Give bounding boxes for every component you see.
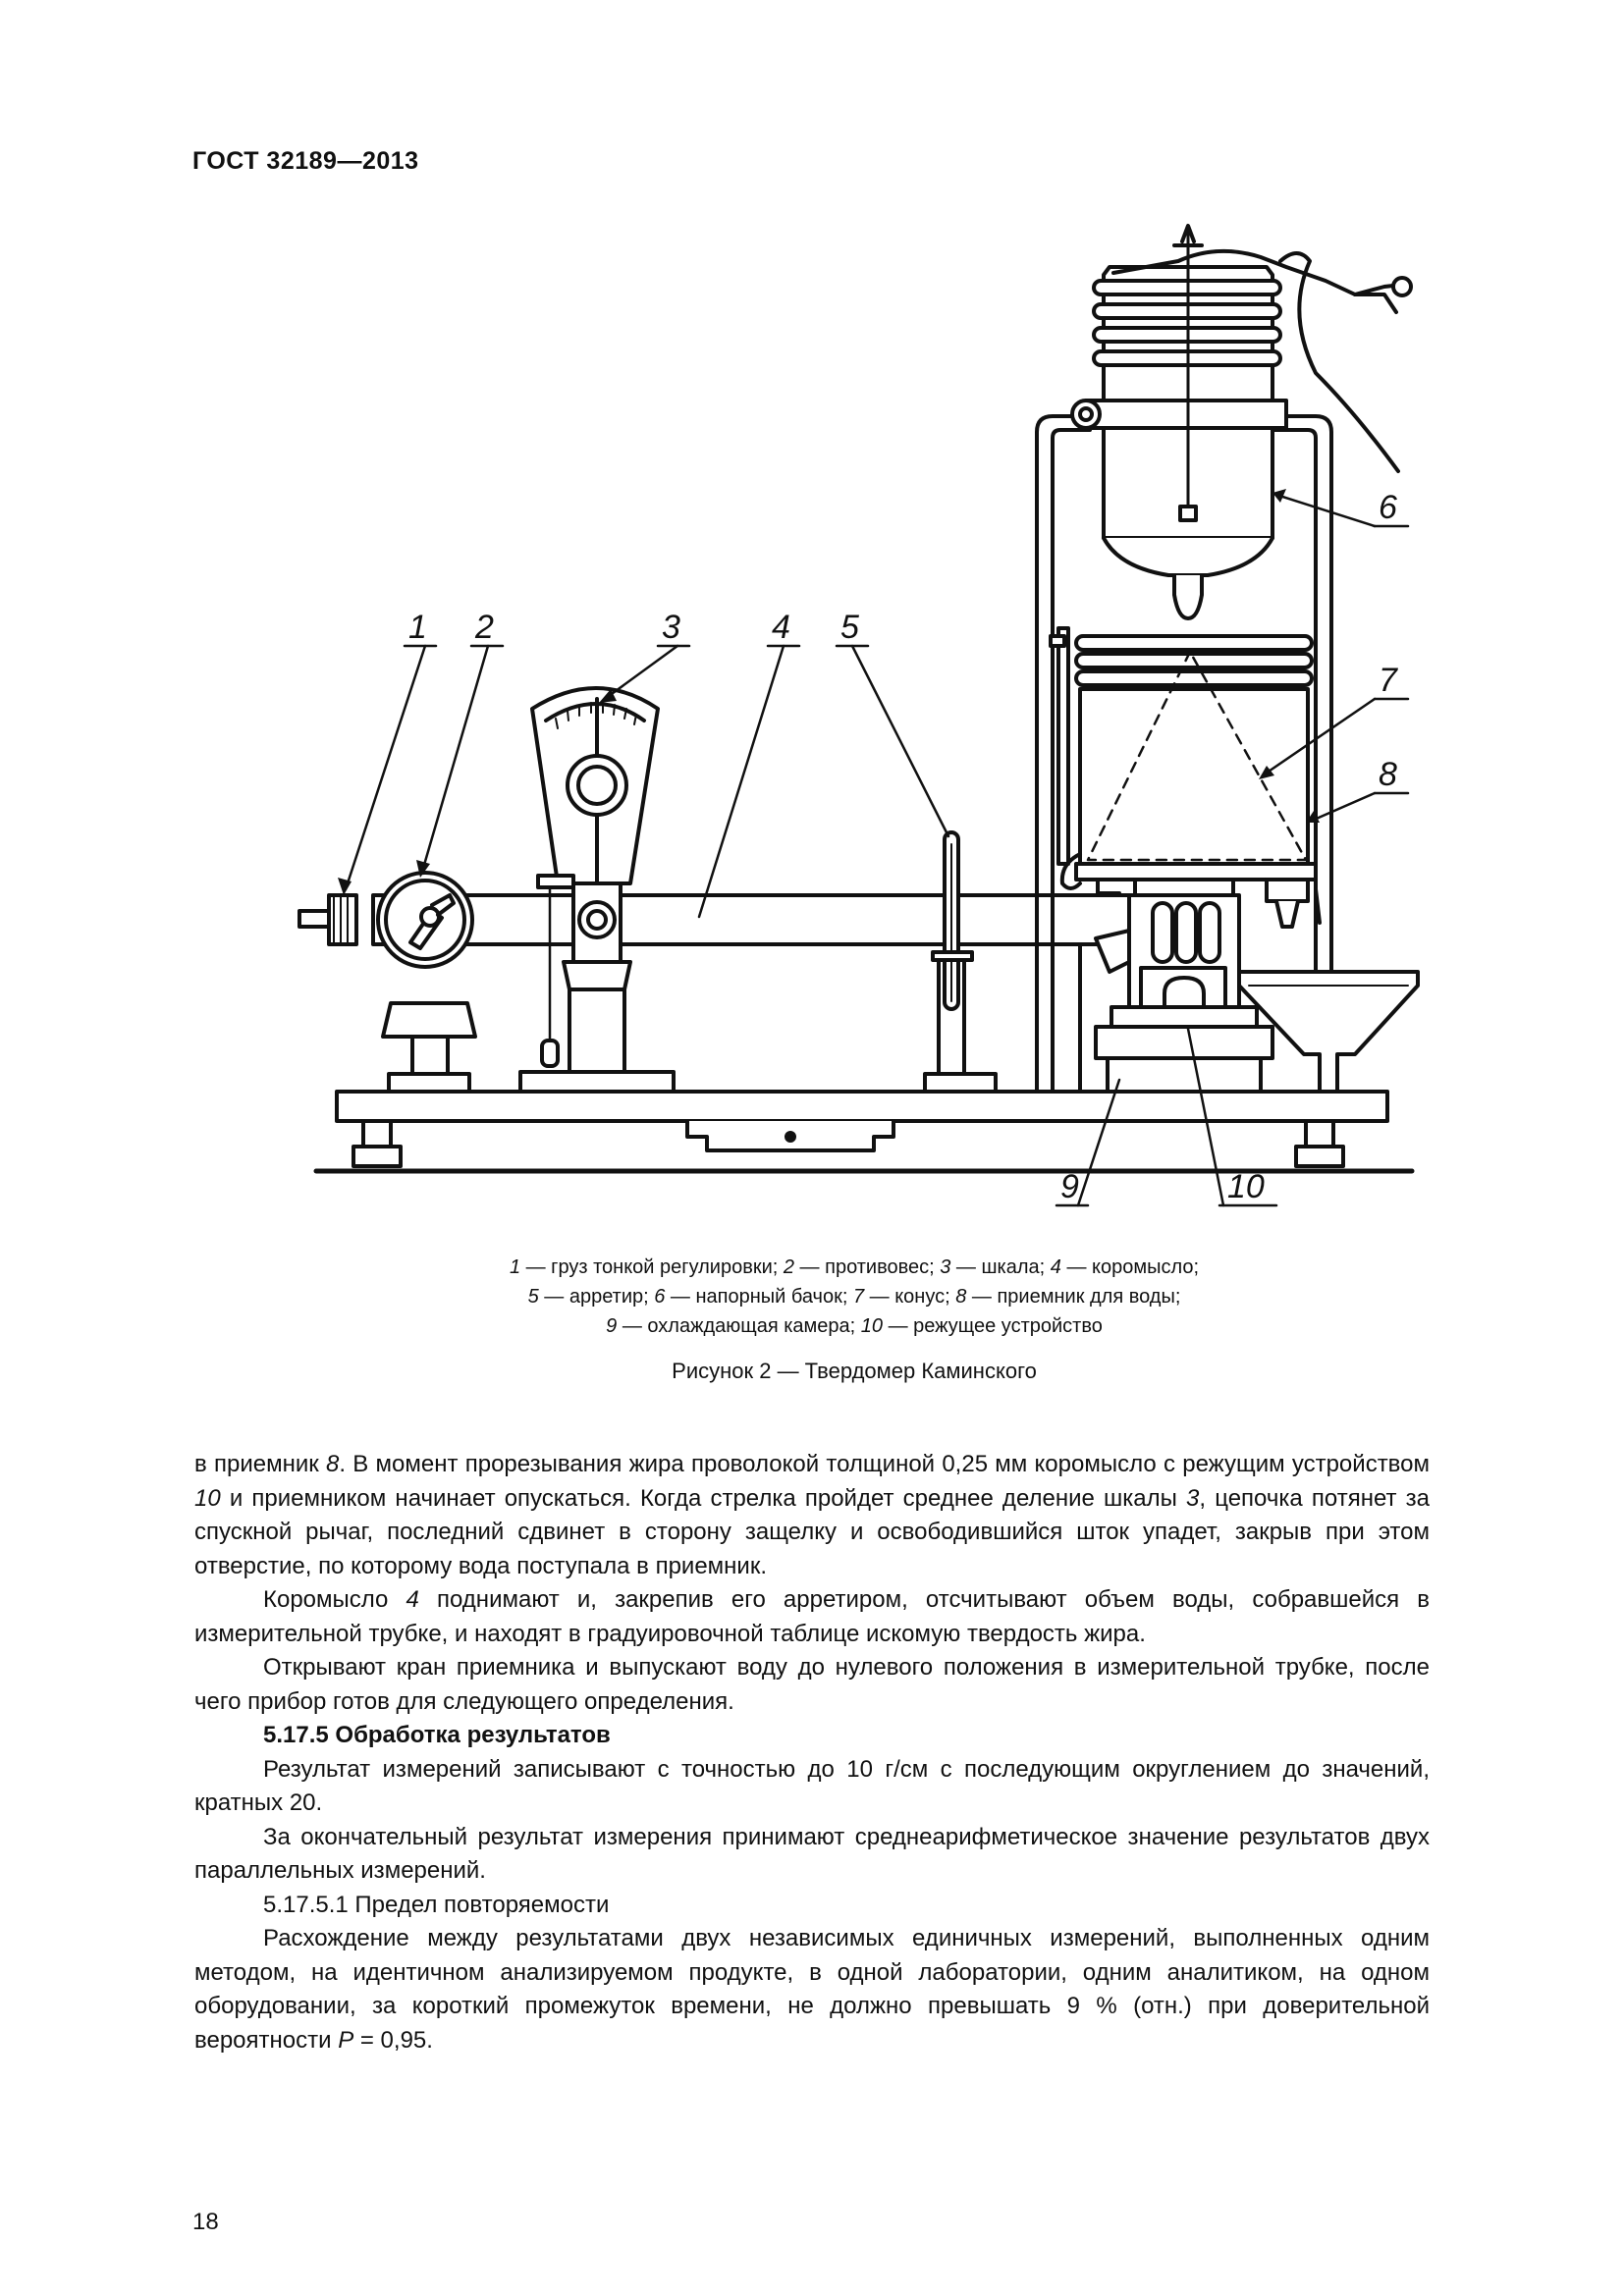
callout-10: 10 <box>1227 1168 1265 1205</box>
arrester <box>925 832 996 1092</box>
base-plate <box>316 1092 1412 1171</box>
callout-2: 2 <box>475 609 494 646</box>
pressure-tank <box>1072 226 1411 618</box>
figure-caption: Рисунок 2 — Твердомер Каминского <box>672 1359 1037 1383</box>
paragraph-6: Расхождение между результатами двух независимых единичных измерений, выполненных одним методом, на идентичном анализируемом продукте, в одной лаборатории, одним аналитиком, на одном оборудовании, за короткий промежуток времени, не должно превышать 9 % (отн.) при доверительной вероятности P = 0,95. <box>194 1925 1430 2054</box>
section-heading-5-17-5: 5.17.5 Обработка результатов <box>263 1722 611 1748</box>
counterweight <box>378 873 472 967</box>
paragraph-2: Коромысло 4 поднимают и, закрепив его арретиром, отсчитывают объем воды, собравшейся в измерительной трубке, и находят в градуировочной таблице искомую твердость жира. <box>194 1586 1431 1647</box>
callout-1: 1 <box>408 609 427 646</box>
paragraph-5: За окончательный результат измерения принимают среднеарифметическое значение результатов двух параллельных измерений. <box>194 1823 1430 1884</box>
figure-legend-line-2: 5 — арретир; 6 — напорный бачок; 7 — конус; 8 — приемник для воды; <box>527 1286 1181 1308</box>
paragraph-1: в приемник 8. В момент прорезывания жира проволокой толщиной 0,25 мм коромысло с режущим устройством 10 и приемником начинает опускаться. Когда стрелка пройдет среднее деление шкалы 3, цепочка потянет за спускной рычаг, последний сдвинет в сторону защелку и освободившийся шток упадет, закрыв при этом отверстие, по которому вода поступала в приемник. <box>194 1451 1431 1579</box>
callout-4: 4 <box>772 609 790 646</box>
left-weight-stand <box>383 1003 475 1092</box>
callout-6: 6 <box>1379 489 1397 526</box>
body-text <box>194 1448 1430 2057</box>
callout-7: 7 <box>1379 662 1397 699</box>
section-heading-5-17-5-1: 5.17.5.1 Предел повторяемости <box>263 1891 610 1918</box>
fine-adjust-weight <box>299 895 356 944</box>
figure-legend-line-1: 1 — груз тонкой регулировки; 2 — противовес; 3 — шкала; 4 — коромысло; <box>509 1256 1200 1278</box>
paragraph-3: Открывают кран приемника и выпускают воду до нулевого положения в измерительной трубке, после чего прибор готов для следующего определения. <box>194 1654 1430 1715</box>
callout-3: 3 <box>662 609 680 646</box>
callout-5: 5 <box>840 609 859 646</box>
paragraph-4: Результат измерений записывают с точностью до 10 г/см с последующим округлением до значений, кратных 20. <box>194 1755 1430 1816</box>
figure-legend-line-3: 9 — охлаждающая камера; 10 — режущее устройство <box>606 1315 1103 1337</box>
callout-9: 9 <box>1060 1168 1079 1205</box>
callout-8: 8 <box>1379 756 1397 793</box>
scale-column <box>520 688 674 1092</box>
document-header: ГОСТ 32189—2013 <box>192 147 419 175</box>
beam <box>373 895 1129 1092</box>
page-number: 18 <box>192 2209 219 2235</box>
